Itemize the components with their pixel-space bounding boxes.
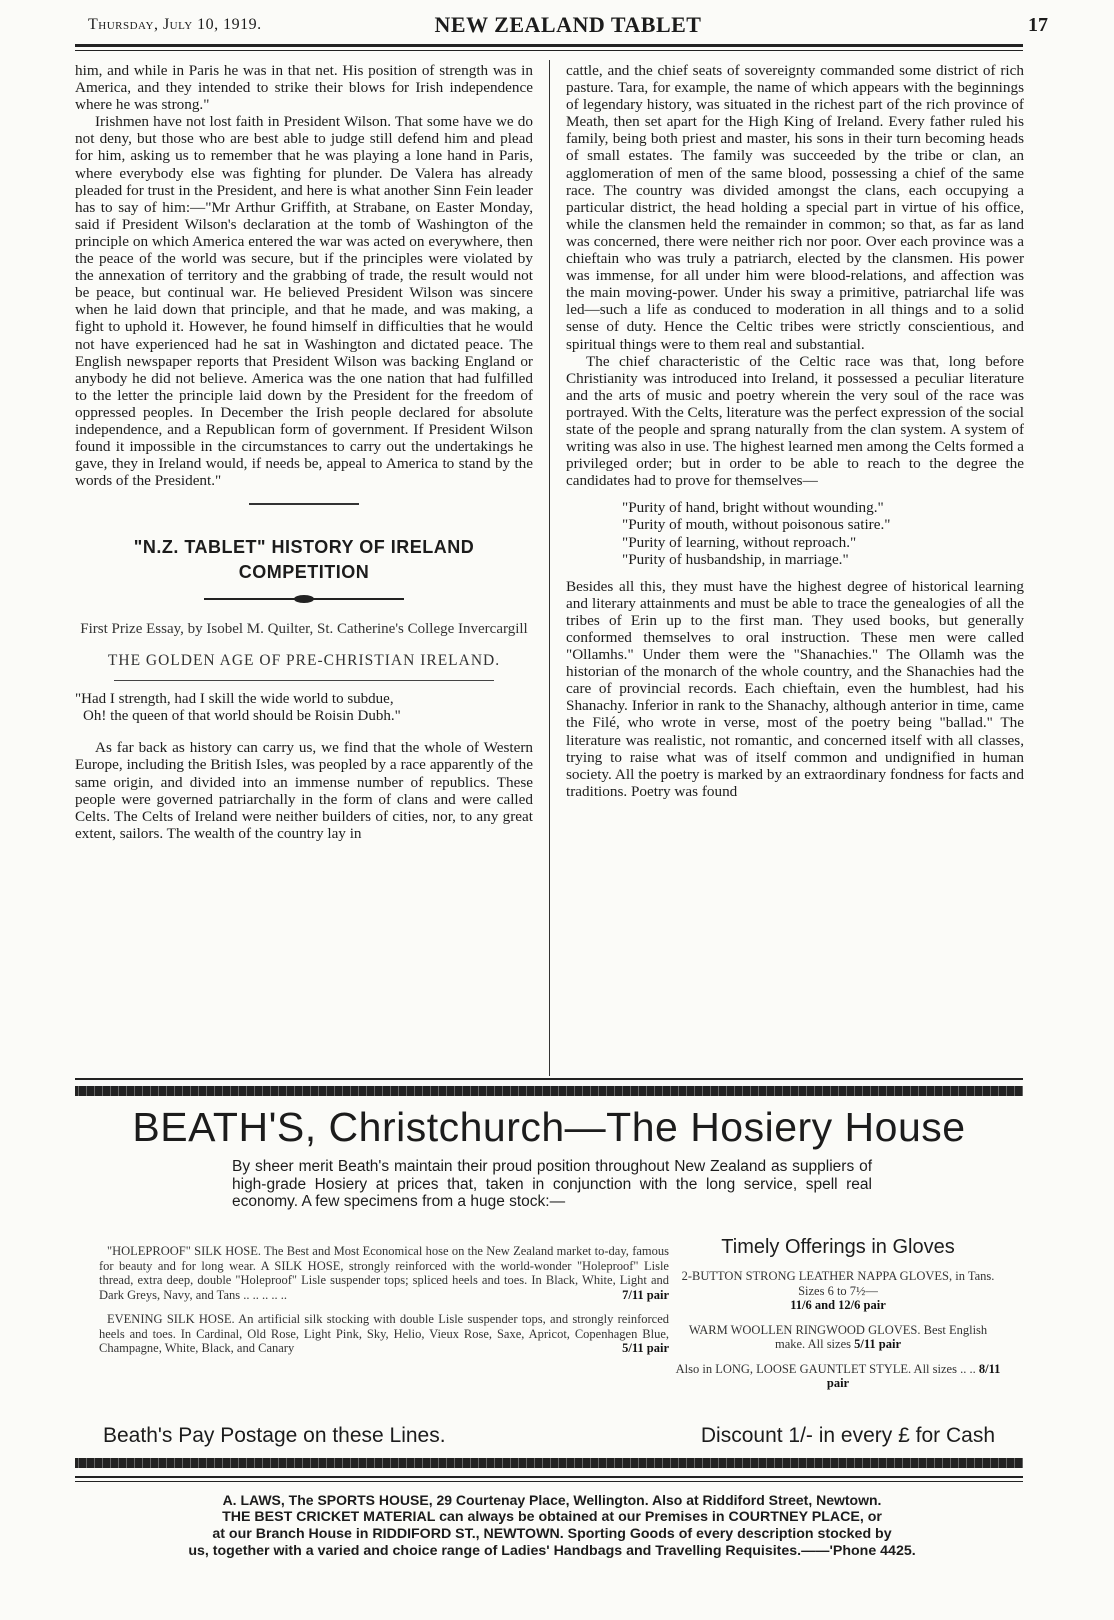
- epigraph-line: Oh! the queen of that world should be Roisin Dubh.": [83, 708, 401, 725]
- header-rule-thin: [75, 50, 1023, 51]
- essay-title-rule: [114, 680, 494, 681]
- laws-top-rule: [75, 1476, 1023, 1478]
- postage-note: Beath's Pay Postage on these Lines.: [103, 1424, 446, 1447]
- article-paragraph: him, and while in Paris he was in that net. His position of strength was in America, and they intended to strike their blows for Irish independence where he was strong.": [75, 62, 533, 114]
- hosiery-item: [99, 1312, 669, 1356]
- gloves-heading: Timely Offerings in Gloves: [721, 1236, 955, 1258]
- laws-line: us, together with a varied and choice range of Ladies' Handbags and Travelling Requisites.——'Phone 4425.: [188, 1543, 916, 1559]
- glove-description: WARM WOOLLEN RINGWOOD GLOVES. Best English make. All sizes: [688, 1322, 988, 1351]
- essay-paragraph: As far back as history can carry us, we find that the whole of Western Europe, including the British Isles, was peopled by a race apparently of the same origin, and divided into an immense number of republics. These people were governed patriarchally in the form of clans and were called Celts. The Celts of Ireland were neither builders of cities, nor, to any great extent, sailors. The wealth of the country lay in: [75, 739, 533, 842]
- advert-top-rule: [75, 1078, 1023, 1080]
- epigraph-line: "Had I strength, had I skill the wide world to subdue,: [75, 691, 394, 708]
- essay-title: THE GOLDEN AGE OF PRE-CHRISTIAN IRELAND.: [107, 652, 501, 670]
- laws-advertisement: [72, 1492, 1032, 1560]
- hatched-border: [75, 1458, 1023, 1468]
- gloves-listing: [673, 1236, 1003, 1401]
- essay-byline: First Prize Essay, by Isobel M. Quilter, St. Catherine's College Invercargill: [80, 621, 528, 638]
- advert-intro: By sheer merit Beath's maintain their proud position throughout New Zealand as suppliers of high-grade Hosiery at prices that, taken in conjunction with the long service, spell real economy. A few specimens from a huge stock:—: [232, 1158, 872, 1210]
- glove-price: 5/11 pair: [854, 1337, 902, 1351]
- glove-price: 11/6 and 12/6 pair: [790, 1298, 886, 1312]
- glove-description: Also in LONG, LOOSE GAUNTLET STYLE. All sizes .. ..: [675, 1361, 976, 1376]
- hosiery-description: "HOLEPROOF" SILK HOSE. The Best and Most Economical hose on the New Zealand market to-day, famous for beauty and for long wear. A SILK HOSE, strongly reinforced with the world-wonder "Holeproof" Lisle thread, extra deep, double "Holeproof" Lisle suspender tops; spliced heels and toes. In Black, White, Light and Dark Greys, Navy, and Tans .. .. .. .. ..: [99, 1244, 669, 1302]
- section-divider: [249, 503, 359, 505]
- competition-title-line: "N.Z. TABLET" HISTORY OF IRELAND: [133, 537, 475, 558]
- glove-price: 8/11 pair: [826, 1361, 1001, 1390]
- laws-line: THE BEST CRICKET MATERIAL can always be obtained at our Premises in COURTNEY PLACE, or: [222, 1509, 882, 1525]
- hosiery-listing: [99, 1244, 669, 1366]
- hosiery-price: 7/11 pair: [622, 1287, 669, 1302]
- epigraph: [75, 691, 533, 725]
- verse-line: "Purity of husbandship, in marriage.": [622, 550, 849, 568]
- verse-line: "Purity of hand, bright without wounding.": [622, 499, 884, 517]
- hatched-border: [75, 1086, 1023, 1096]
- verse-line: "Purity of learning, without reproach.": [622, 533, 857, 551]
- column-divider: [549, 60, 550, 1076]
- hosiery-description: EVENING SILK HOSE. An artificial silk stocking with double Lisle suspender tops, and strongly reinforced heels and toes. In Cardinal, Old Rose, Light Pink, Sky, Helio, Vieux Rose, Saxe, Apricot, Copenhagen Blue, Champagne, White, Black, and Canary: [99, 1312, 669, 1355]
- laws-line: A. LAWS, The SPORTS HOUSE, 29 Courtenay Place, Wellington. Also at Riddiford Street, Newtown.: [222, 1492, 882, 1508]
- laws-top-rule-thin: [75, 1481, 1023, 1482]
- essay-paragraph: cattle, and the chief seats of sovereignty commanded some district of rich pasture. Tara, for example, the name of which appears with the beginnings of legendary history, was situated in the richest part of the rich province of Meath, then set apart for the High King of Ireland. Every father ruled his family, being both priest and master, his sons in their turn becoming heads of small estates. The family was succeeded by the tribe or clan, an agglomeration of men of the same blood, possessing a chief of the same race. The country was divided amongst the clans, each occupying a particular district, the head holding a special part in virtue of his office, while the clansmen held the remainder in common; so that, as far as land was concerned, there were neither rich nor poor. Over each province was a chieftain who was truly a patriarch, elected by the clansmen. His power was immense, for all under him were blood-relations, and affection was the main moving-power. Under his sway a primitive, patriarchal life was led—such a life as conduced to moderation in all things and to a solid sense of duty. Hence the Celtic tribes were strictly conscientious, and spiritual things were to them real and substantial.: [566, 62, 1024, 353]
- page-header: [88, 10, 1048, 42]
- glove-item: [673, 1362, 1003, 1391]
- laws-line: at our Branch House in RIDDIFORD ST., NEWTOWN. Sporting Goods of every description stocked by: [212, 1526, 892, 1542]
- advert-headline: BEATH'S, Christchurch—The Hosiery House: [132, 1104, 966, 1150]
- page-number: 17: [1028, 14, 1048, 36]
- glove-description: 2-BUTTON STRONG LEATHER NAPPA GLOVES, in Tans. Sizes 6 to 7½—: [681, 1269, 995, 1298]
- verse-line: "Purity of mouth, without poisonous satire.": [622, 516, 891, 534]
- hosiery-item: [99, 1244, 669, 1302]
- discount-note: Discount 1/- in every £ for Cash: [700, 1424, 995, 1447]
- hosiery-price: 5/11 pair: [622, 1341, 669, 1355]
- competition-title: [75, 535, 533, 585]
- essay-paragraph: The chief characteristic of the Celtic race was that, long before Christianity was introduced into Ireland, it possessed a peculiar literature and the arts of music and poetry wherein the very soul of the race was portrayed. With the Celts, literature was the perfect expression of the social state of the people and sprang naturally from the clan system. A system of writing was also in use. The highest learned men among the Celts formed a privileged order; but in order to be able to reach to the degree the candidates had to prove for themselves—: [566, 352, 1024, 490]
- article-paragraph: Irishmen have not lost faith in President Wilson. That some have we do not deny, but those who are best able to judge still defend him and plead for him, asking us to remember that he was playing a lone hand in Paris, where everybody else was fighting for plunder. De Valera has already pleaded for trust in the President, and here is what another Sinn Fein leader has to say of him:—"Mr Arthur Griffith, at Strabane, on Easter Monday, said if President Wilson's declaration at the tomb of Washington of the principle on which America entered the war was acted on everywhere, then the peace of the world was secure, but if the principles were violated by the annexation of territory and the grabbing of trade, the result would not be peace, but continual war. He believed President Wilson was sincere when he laid down that principle, and that he made, and was making, a fight to uphold it. However, he found himself in difficulties that he would not have experienced had he sat in Washington and dictated peace. The English newspaper reports that President Wilson was backing England or anybody he did not believe. America was the one nation that had fulfilled to the letter the principle laid down by the President for the freedom of oppressed peoples. In December the Irish people declared for absolute independence, and a Republican form of government. If President Wilson found it impossible in the circumstances to carry out the undertakings he gave, they in Ireland would, if needs be, appeal to America to stand by the words of the President.": [75, 113, 533, 490]
- header-rule: [75, 44, 1023, 47]
- right-column: [566, 62, 1024, 1072]
- ornament-divider: [204, 595, 404, 603]
- publication-title: NEW ZEALAND TABLET: [434, 12, 702, 37]
- issue-date: Thursday, July 10, 1919.: [88, 16, 262, 33]
- essay-paragraph: Besides all this, they must have the highest degree of historical learning and literary attainments and must be able to trace the genealogies of all the tribes of Erin up to the first man. They used books, but generally conformed themselves to oral instruction. These men were called "Ollamhs." Under them were the "Shanachies." The Ollamh was the historian of the monarch of the whole country, and the Shanachies had the care of provincial records. Each chieftain, even the humblest, had his Shanachy. Inferior in rank to the Shanachy, although anterior in time, came the Filé, who wrote in verse, most of the poetry being "ballad." The literature was realistic, not romantic, and concerned itself with all classes, trying to raise what was of itself common and undignified in human society. All the poetry is marked by an extraordinary fondness for facts and traditions. Poetry was found: [566, 577, 1024, 800]
- competition-title-line: COMPETITION: [238, 562, 370, 583]
- purity-verse: [622, 499, 1024, 567]
- beaths-advertisement: [75, 1084, 1023, 1470]
- glove-item: [673, 1269, 1003, 1313]
- glove-item: [673, 1323, 1003, 1352]
- left-column: [75, 62, 533, 1072]
